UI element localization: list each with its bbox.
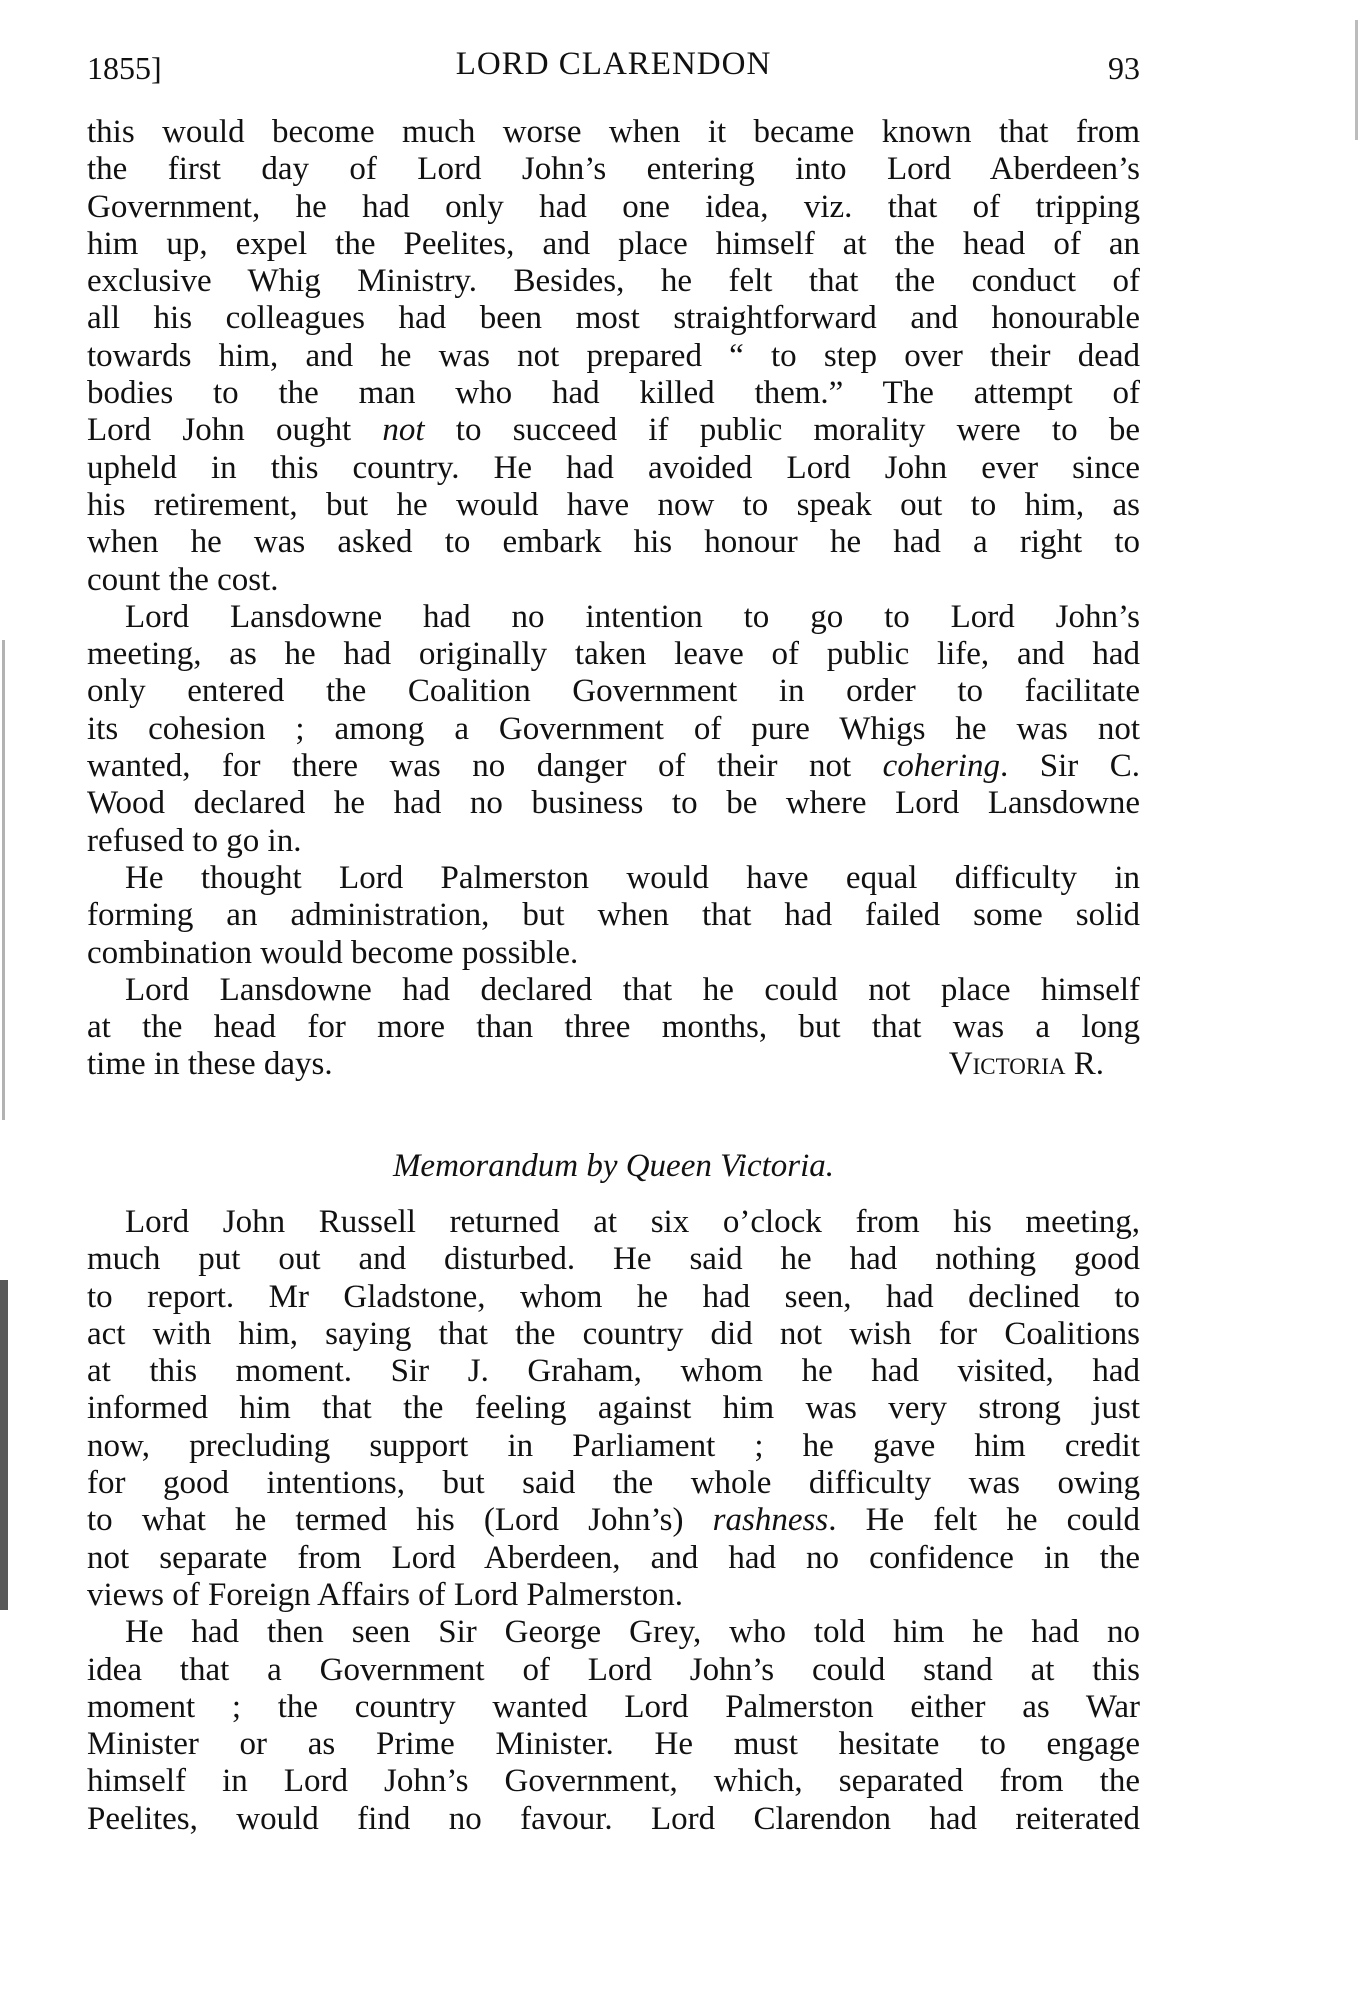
header-year: 1855]: [87, 50, 162, 86]
text-span: count the cost.: [87, 561, 279, 598]
memorandum-heading: Memorandum by Queen Victoria.: [392, 1148, 835, 1184]
text-line: [87, 748, 1140, 785]
text-line: [87, 1316, 1140, 1353]
text-span: combination would become possible.: [87, 934, 579, 971]
page-number: 93: [1108, 50, 1140, 86]
text-span: exclusive Whig Ministry. Besides, he felt that the conduct of: [87, 263, 1140, 300]
text-span: at this moment. Sir J. Graham, whom he had visited, had: [87, 1353, 1140, 1390]
text-line: [87, 897, 1140, 934]
text-span: at the head for more than three months, but that was a long: [87, 1009, 1140, 1046]
text-span: He had then seen Sir George Grey, who told him he had no: [125, 1614, 1140, 1651]
text-line: [87, 1726, 1140, 1763]
text-span: Wood declared he had no business to be where Lord Lansdowne: [87, 785, 1140, 822]
text-span: informed him that the feeling against him was very strong just: [87, 1390, 1140, 1427]
text-line: [87, 1652, 1140, 1689]
text-line: [87, 599, 1140, 636]
text-line: [87, 1801, 1140, 1838]
text-span: views of Foreign Affairs of Lord Palmerston.: [87, 1576, 684, 1613]
text-span: forming an administration, but when that had failed some solid: [87, 897, 1140, 934]
text-line: [87, 1540, 1140, 1577]
text-span: refused to go in.: [87, 822, 302, 859]
text-span: Minister or as Prime Minister. He must hesitate to engage: [87, 1726, 1140, 1763]
text-line: [87, 487, 1140, 524]
text-span: He thought Lord Palmerston would have equal difficulty in: [125, 859, 1140, 896]
text-line: [87, 1577, 1140, 1614]
text-line: [87, 1428, 1140, 1465]
text-line: [87, 151, 1140, 188]
text-span: to succeed if public morality were to be: [424, 412, 1140, 449]
text-span: idea that a Government of Lord John’s could stand at this: [87, 1651, 1140, 1688]
text-span: . Sir C.: [999, 748, 1140, 785]
text-line: [87, 1204, 1140, 1241]
text-span: act with him, saying that the country did not wish for Coalitions: [87, 1315, 1140, 1352]
paragraph: [87, 1204, 1140, 1614]
text-line: [87, 673, 1140, 710]
text-span: bodies to the man who had killed them.” The attempt of: [87, 375, 1140, 412]
scan-edge-mark: [2, 640, 5, 1120]
paragraph: [87, 114, 1140, 599]
text-span: meeting, as he had originally taken leave of public life, and had: [87, 636, 1140, 673]
text-line: [87, 1009, 1140, 1046]
header-title: LORD CLARENDON: [455, 46, 772, 82]
emphasis: rashness: [712, 1502, 829, 1539]
text-line: [87, 636, 1140, 673]
text-line: [87, 1046, 1140, 1083]
text-span: Lord John Russell returned at six o’clock from his meeting,: [125, 1204, 1140, 1240]
paragraph: [87, 860, 1140, 972]
text-line: [87, 972, 1140, 1009]
text-span: him up, expel the Peelites, and place himself at the head of an: [87, 225, 1140, 262]
text-line: [87, 524, 1140, 561]
memorandum-body: [87, 1204, 1140, 1838]
signature: Victoria R.: [948, 1046, 1104, 1083]
text-span: now, precluding support in Parliament ; he gave him credit: [87, 1427, 1140, 1464]
text-span: Government, he had only had one idea, viz. that of tripping: [87, 188, 1140, 225]
text-line: [87, 823, 1140, 860]
text-span: the first day of Lord John’s entering into Lord Aberdeen’s: [87, 151, 1140, 188]
text-line: [87, 338, 1140, 375]
text-span: himself in Lord John’s Government, which, separated from the: [87, 1763, 1140, 1800]
text-line: [87, 375, 1140, 412]
text-line: [87, 1279, 1140, 1316]
paragraph: [87, 1614, 1140, 1838]
running-header: [87, 46, 1140, 94]
text-line: [87, 114, 1140, 151]
text-line: [87, 1465, 1140, 1502]
text-line: [87, 1241, 1140, 1278]
text-span: Lord John ought: [87, 412, 383, 449]
text-span: all his colleagues had been most straightforward and honourable: [87, 300, 1140, 337]
text-span: Peelites, would find no favour. Lord Clarendon had reiterated: [87, 1800, 1140, 1837]
text-line: [87, 1390, 1140, 1427]
text-span: Lord Lansdowne had declared that he could not place himself: [125, 971, 1140, 1008]
text-line: [87, 1763, 1140, 1800]
text-line: [87, 189, 1140, 226]
text-span: his retirement, but he would have now to speak out to him, as: [87, 486, 1140, 523]
text-span: Lord Lansdowne had no intention to go to Lord John’s: [125, 598, 1140, 635]
text-line: [87, 450, 1140, 487]
text-line: [87, 1689, 1140, 1726]
paragraph: [87, 972, 1140, 1084]
text-span: time in these days.: [87, 1046, 333, 1083]
text-line: [87, 860, 1140, 897]
emphasis: cohering: [882, 748, 1000, 785]
text-span: its cohesion ; among a Government of pure Whigs he was not: [87, 710, 1140, 747]
text-span: not separate from Lord Aberdeen, and had no confidence in the: [87, 1539, 1140, 1576]
text-line: [87, 300, 1140, 337]
text-line: [87, 263, 1140, 300]
text-line: [87, 711, 1140, 748]
scan-edge-mark: [0, 1280, 8, 1610]
text-line: [87, 562, 1140, 599]
text-line: [87, 1614, 1140, 1651]
letter-body: [87, 114, 1140, 1084]
text-span: upheld in this country. He had avoided Lord John ever since: [87, 449, 1140, 486]
text-span: only entered the Coalition Government in order to facilitate: [87, 673, 1140, 710]
text-span: to report. Mr Gladstone, whom he had seen, had declined to: [87, 1278, 1140, 1315]
text-span: for good intentions, but said the whole difficulty was owing: [87, 1465, 1140, 1502]
scan-edge-mark: [1355, 20, 1358, 140]
text-span: this would become much worse when it became known that from: [87, 114, 1140, 150]
text-line: [87, 226, 1140, 263]
paragraph: [87, 599, 1140, 860]
text-span: to what he termed his (Lord John’s): [87, 1502, 713, 1539]
text-line: [87, 412, 1140, 449]
text-line: [87, 1502, 1140, 1539]
text-line: [87, 935, 1140, 972]
text-span: wanted, for there was no danger of their not: [87, 748, 883, 785]
text-span: towards him, and he was not prepared “ to step over their dead: [87, 337, 1140, 374]
text-line: [87, 785, 1140, 822]
text-span: . He felt he could: [828, 1502, 1140, 1539]
text-span: moment ; the country wanted Lord Palmerston either as War: [87, 1688, 1140, 1725]
text-line: [87, 1353, 1140, 1390]
emphasis: not: [382, 412, 425, 449]
text-span: much put out and disturbed. He said he had nothing good: [87, 1241, 1140, 1278]
text-span: when he was asked to embark his honour he had a right to: [87, 524, 1140, 561]
